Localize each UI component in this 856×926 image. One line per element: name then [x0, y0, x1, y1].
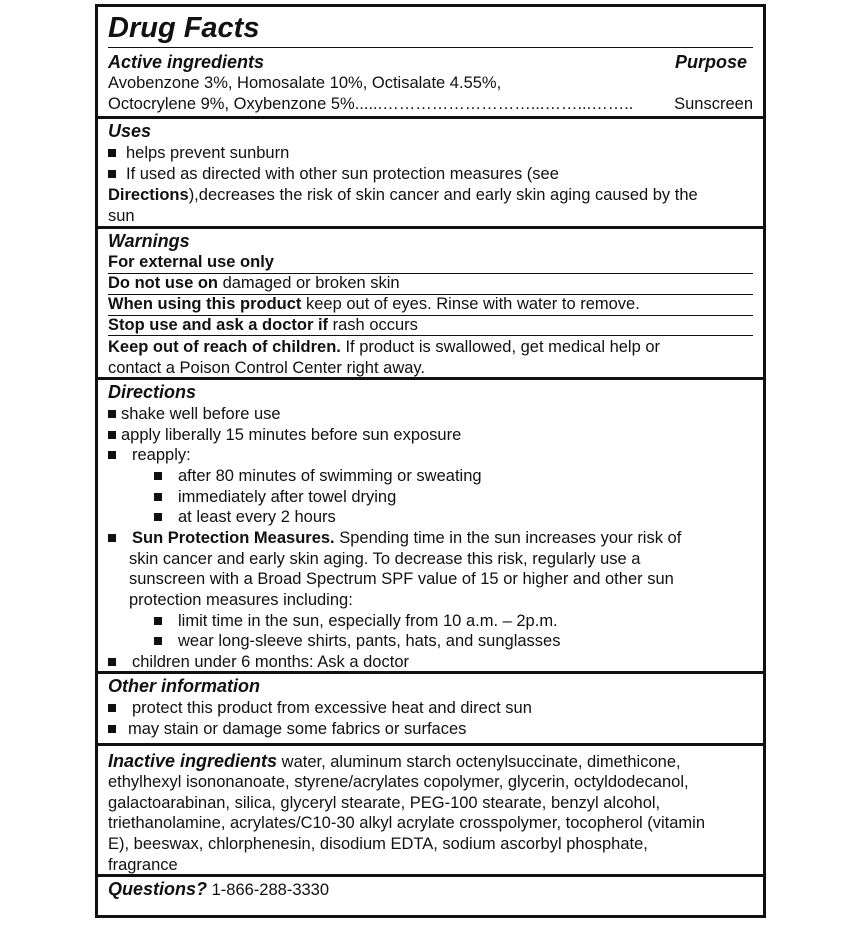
bullet-icon [154, 472, 162, 480]
questions-heading: Questions? [108, 879, 208, 899]
drug-facts-panel [95, 4, 766, 918]
directions-heading: Directions [108, 382, 197, 402]
bullet-icon [154, 617, 162, 625]
bullet-icon [108, 725, 116, 733]
list-item-continuation: skin cancer and early skin aging. To decrease this risk, regularly use a [129, 550, 641, 568]
bullet-icon [108, 451, 116, 459]
list-item: may stain or damage some fabrics or surfaces [108, 719, 753, 739]
active-ingredients-heading: Active ingredients [108, 52, 265, 72]
list-item: If used as directed with other sun protection measures (see [108, 164, 753, 184]
section-divider [98, 743, 763, 746]
when-using-text: When using this product keep out of eyes. Rinse with water to remove. [108, 295, 640, 313]
purpose-heading: Purpose [674, 52, 747, 72]
inactive-ingredients-line: triethanolamine, acrylates/C10-30 alkyl acrylate crosspolymer, tocopherol (vitamin [108, 814, 706, 832]
page-title: Drug Facts [108, 12, 260, 44]
bullet-icon [108, 704, 116, 712]
sub-list-item: wear long-sleeve shirts, pants, hats, and sunglasses [154, 631, 753, 651]
uses-heading: Uses [108, 121, 152, 141]
inactive-ingredients-line: E), beeswax, chlorphenesin, disodium EDTA, sodium ascorbyl phosphate, [108, 835, 648, 853]
other-information-heading: Other information [108, 676, 260, 696]
bullet-icon [108, 149, 116, 157]
bullet-icon [108, 410, 116, 418]
sub-list-item: after 80 minutes of swimming or sweating [154, 466, 753, 486]
title-divider [108, 47, 753, 48]
bullet-icon [108, 431, 116, 439]
bullet-icon [108, 534, 116, 542]
section-divider [98, 874, 763, 877]
keep-out-text: contact a Poison Control Center right away. [108, 359, 426, 377]
inactive-ingredients-line: galactoarabinan, silica, glyceryl stearate, PEG-100 stearate, benzyl alcohol, [108, 794, 661, 812]
section-divider [98, 226, 763, 229]
stop-use-text: Stop use and ask a doctor if rash occurs [108, 316, 418, 334]
list-item: helps prevent sunburn [108, 143, 753, 163]
section-divider [98, 116, 763, 119]
active-ingredients-line: Octocrylene 9%, Oxybenzone 5%......………………………...……...…….. [108, 95, 634, 113]
sub-list-item: immediately after towel drying [154, 487, 753, 507]
external-use-text: For external use only [108, 253, 274, 271]
list-item: children under 6 months: Ask a doctor [108, 652, 753, 672]
bullet-icon [154, 493, 162, 501]
list-item: reapply: [108, 445, 753, 465]
bullet-icon [108, 658, 116, 666]
sub-list-item: limit time in the sun, especially from 10 a.m. – 2p.m. [154, 611, 753, 631]
bullet-icon [108, 170, 116, 178]
keep-out-text: Keep out of reach of children. If product is swallowed, get medical help or [108, 338, 661, 356]
list-item: protect this product from excessive heat and direct sun [108, 698, 753, 718]
section-divider [98, 671, 763, 674]
sub-list-item: at least every 2 hours [154, 507, 753, 527]
inactive-ingredients-line: ethylhexyl isononanoate, styrene/acrylates copolymer, glycerin, octyldodecanol, [108, 773, 689, 791]
bullet-icon [154, 637, 162, 645]
list-item-continuation: protection measures including: [129, 591, 353, 609]
inactive-ingredients-heading: Inactive ingredients [108, 751, 278, 771]
rule [108, 335, 753, 336]
bullet-icon [154, 513, 162, 521]
section-divider [98, 377, 763, 380]
questions-line [108, 879, 753, 900]
inactive-ingredients-line: fragrance [108, 856, 178, 874]
active-ingredients-line: Avobenzone 3%, Homosalate 10%, Octisalate 4.55%, [108, 74, 502, 92]
warnings-heading: Warnings [108, 231, 190, 251]
list-item-continuation: sun [108, 207, 135, 225]
inactive-ingredients-line: Inactive ingredients water, aluminum starch octenylsuccinate, dimethicone, [108, 751, 681, 771]
list-item: apply liberally 15 minutes before sun exposure [108, 425, 753, 445]
list-item: Sun Protection Measures. Spending time in the sun increases your risk of [108, 528, 753, 548]
list-item-continuation: sunscreen with a Broad Spectrum SPF value of 15 or higher and other sun [129, 570, 674, 588]
phone-number: 1-866-288-3330 [207, 881, 330, 899]
purpose-value: Sunscreen [674, 95, 753, 113]
list-item-continuation: Directions),decreases the risk of skin cancer and early skin aging caused by the [108, 186, 698, 204]
do-not-use-text: Do not use on damaged or broken skin [108, 274, 400, 292]
list-item: shake well before use [108, 404, 753, 424]
